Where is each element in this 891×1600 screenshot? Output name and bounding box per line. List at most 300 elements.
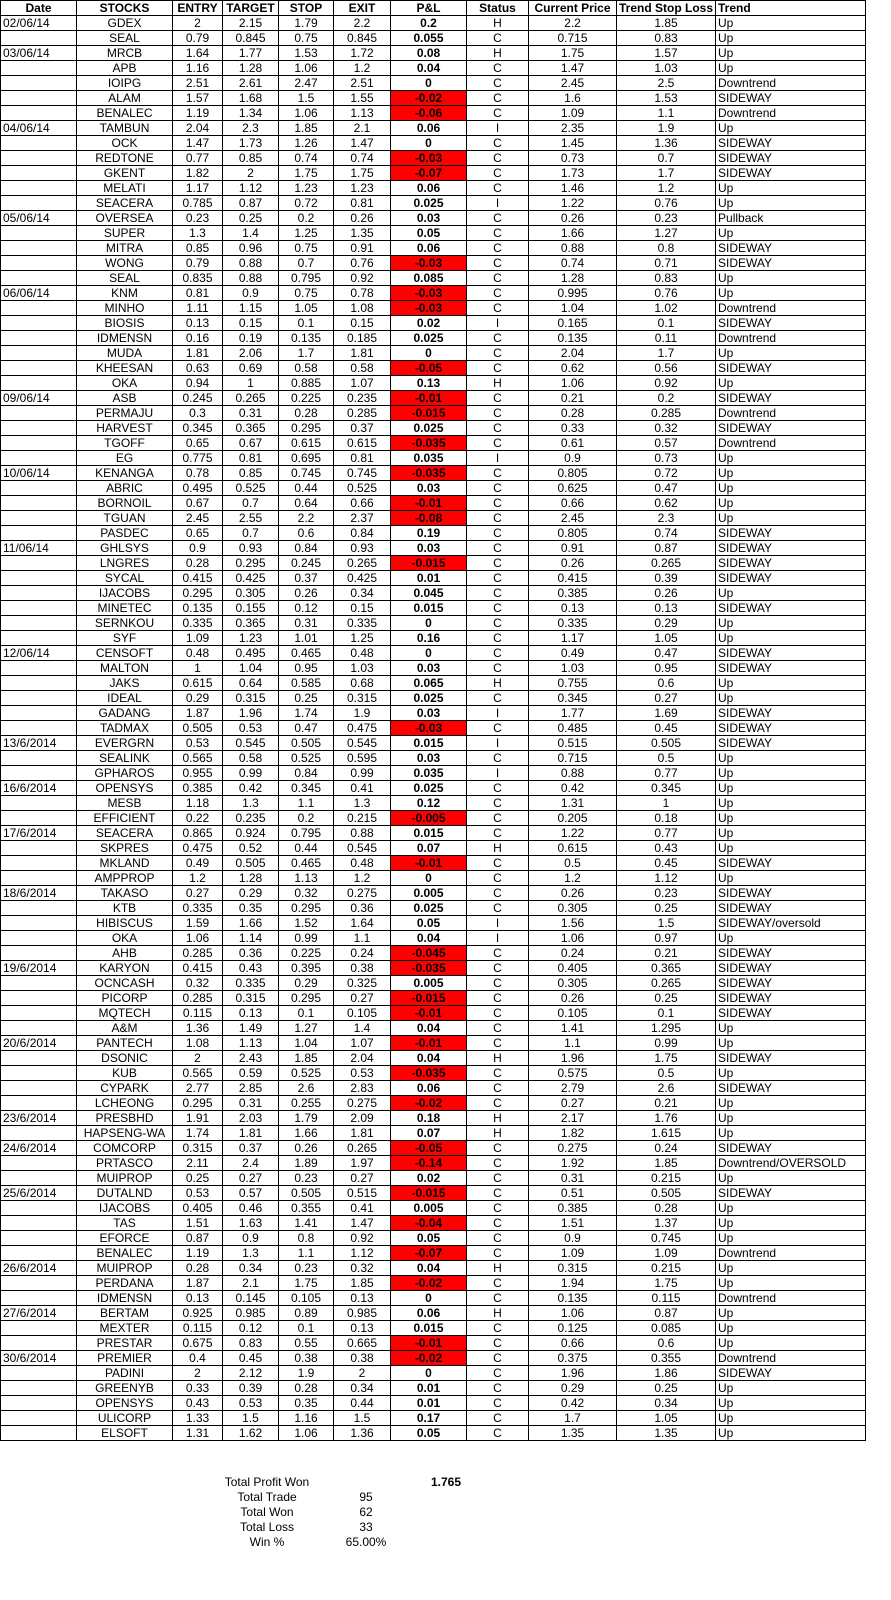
cell-stop: 1.41 [279,1216,334,1231]
cell-trend: Up [716,481,866,496]
cell-status: C [467,961,529,976]
cell-trend: Up [716,1321,866,1336]
cell-date [1,1021,77,1036]
cell-stop: 0.25 [279,691,334,706]
cell-trend: Up [716,226,866,241]
cell-date [1,1231,77,1246]
table-row [1,1021,866,1036]
cell-exit: 0.38 [334,1351,391,1366]
cell-date: 20/6/2014 [1,1036,77,1051]
cell-current-price: 1.51 [529,1216,617,1231]
cell-trend: Up [716,751,866,766]
cell-pl: -0.01 [391,856,467,871]
cell-trend: SIDEWAY [716,1006,866,1021]
cell-target: 1.63 [223,1216,279,1231]
cell-date [1,976,77,991]
cell-status: C [467,1171,529,1186]
cell-stop: 1.9 [279,1366,334,1381]
cell-pl: 0.08 [391,46,467,61]
cell-current-price: 0.485 [529,721,617,736]
cell-stop: 0.84 [279,541,334,556]
cell-target: 0.45 [223,1351,279,1366]
cell-current-price: 1.22 [529,826,617,841]
cell-status: C [467,1336,529,1351]
cell-stock: SEAL [77,31,173,46]
cell-status: C [467,436,529,451]
cell-trend: Up [716,781,866,796]
cell-current-price: 1.75 [529,46,617,61]
cell-exit: 1.35 [334,226,391,241]
cell-date [1,436,77,451]
table-row [1,1006,866,1021]
table-row [1,781,866,796]
cell-trend-stop-loss: 0.285 [617,406,716,421]
cell-exit: 0.595 [334,751,391,766]
cell-trend-stop-loss: 0.25 [617,1381,716,1396]
cell-status: C [467,1201,529,1216]
cell-current-price: 0.305 [529,901,617,916]
cell-entry: 0.28 [173,1261,223,1276]
cell-exit: 1.12 [334,1246,391,1261]
cell-current-price: 2.2 [529,16,617,31]
cell-date [1,916,77,931]
cell-status: C [467,1021,529,1036]
cell-entry: 0.295 [173,1096,223,1111]
table-row [1,16,866,31]
cell-target: 2.12 [223,1366,279,1381]
table-row [1,1246,866,1261]
cell-trend: Up [716,1126,866,1141]
cell-target: 0.83 [223,1336,279,1351]
cell-target: 0.58 [223,751,279,766]
cell-trend: Up [716,1306,866,1321]
cell-date [1,136,77,151]
cell-stock: LNGRES [77,556,173,571]
cell-trend-stop-loss: 1.85 [617,1156,716,1171]
cell-stock: IJACOBS [77,1201,173,1216]
cell-target: 1.13 [223,1036,279,1051]
cell-current-price: 0.42 [529,1396,617,1411]
cell-entry: 0.65 [173,436,223,451]
cell-stock: JAKS [77,676,173,691]
cell-entry: 0.4 [173,1351,223,1366]
cell-current-price: 1.66 [529,226,617,241]
cell-date [1,226,77,241]
cell-date [1,1081,77,1096]
cell-stop: 1.75 [279,166,334,181]
cell-stock: MEXTER [77,1321,173,1336]
cell-stop: 0.23 [279,1261,334,1276]
cell-trend: Up [716,931,866,946]
cell-pl: -0.015 [391,406,467,421]
cell-trend: SIDEWAY [716,661,866,676]
cell-trend-stop-loss: 0.57 [617,436,716,451]
cell-current-price: 0.125 [529,1321,617,1336]
cell-stock: HIBISCUS [77,916,173,931]
cell-exit: 0.26 [334,211,391,226]
cell-trend-stop-loss: 1.12 [617,871,716,886]
cell-date: 13/6/2014 [1,736,77,751]
cell-pl: 0.02 [391,1171,467,1186]
cell-trend: Up [716,31,866,46]
cell-date [1,841,77,856]
cell-entry: 2 [173,1051,223,1066]
cell-stock: GADANG [77,706,173,721]
cell-stock: CENSOFT [77,646,173,661]
cell-entry: 0.115 [173,1321,223,1336]
cell-trend-stop-loss: 0.365 [617,961,716,976]
cell-target: 0.545 [223,736,279,751]
cell-current-price: 0.625 [529,481,617,496]
table-row [1,136,866,151]
cell-entry: 0.415 [173,961,223,976]
cell-exit: 1.13 [334,106,391,121]
cell-target: 0.64 [223,676,279,691]
cell-entry: 0.53 [173,736,223,751]
cell-pl: -0.015 [391,991,467,1006]
cell-exit: 0.53 [334,1066,391,1081]
cell-status: C [467,391,529,406]
cell-target: 1.62 [223,1426,279,1441]
cell-entry: 0.775 [173,451,223,466]
cell-stock: EVERGRN [77,736,173,751]
cell-stock: AMPPROP [77,871,173,886]
cell-stop: 0.75 [279,241,334,256]
cell-exit: 2.83 [334,1081,391,1096]
total-trade-label: Total Trade [237,1490,297,1504]
cell-trend-stop-loss: 0.11 [617,331,716,346]
cell-status: C [467,1096,529,1111]
cell-current-price: 1.77 [529,706,617,721]
cell-pl: 0.015 [391,736,467,751]
cell-stock: OCNCASH [77,976,173,991]
cell-trend: Up [716,1396,866,1411]
cell-date [1,1156,77,1171]
cell-entry: 0.615 [173,676,223,691]
cell-stop: 0.295 [279,991,334,1006]
cell-stop: 0.525 [279,751,334,766]
cell-trend: Up [716,1276,866,1291]
cell-trend-stop-loss: 0.2 [617,391,716,406]
cell-status: C [467,901,529,916]
cell-current-price: 0.33 [529,421,617,436]
cell-entry: 1.33 [173,1411,223,1426]
cell-stock: PANTECH [77,1036,173,1051]
cell-trend-stop-loss: 0.26 [617,586,716,601]
cell-trend: SIDEWAY [716,721,866,736]
cell-date [1,166,77,181]
cell-date: 04/06/14 [1,121,77,136]
trade-rows [1,16,866,1441]
cell-pl: -0.02 [391,1096,467,1111]
cell-current-price: 0.61 [529,436,617,451]
cell-current-price: 0.135 [529,331,617,346]
cell-exit: 0.48 [334,646,391,661]
cell-entry: 0.65 [173,526,223,541]
cell-pl: 0.025 [391,196,467,211]
summary-row-total-loss [208,1520,486,1535]
cell-date [1,766,77,781]
cell-trend-stop-loss: 1.37 [617,1216,716,1231]
cell-pl: 0 [391,76,467,91]
cell-exit: 0.99 [334,766,391,781]
cell-pl: 0 [391,1291,467,1306]
cell-status: C [467,106,529,121]
cell-target: 1.77 [223,46,279,61]
cell-pl: -0.01 [391,1036,467,1051]
cell-exit: 1.55 [334,91,391,106]
cell-trend: SIDEWAY [716,856,866,871]
cell-trend-stop-loss: 0.355 [617,1351,716,1366]
cell-exit: 0.215 [334,811,391,826]
cell-status: C [467,1396,529,1411]
cell-exit: 1.08 [334,301,391,316]
cell-current-price: 0.275 [529,1141,617,1156]
cell-status: C [467,661,529,676]
cell-trend-stop-loss: 0.76 [617,196,716,211]
cell-trend: Up [716,1036,866,1051]
col-header-status: Status [467,1,529,16]
cell-pl: -0.14 [391,1156,467,1171]
cell-entry: 1.59 [173,916,223,931]
cell-trend-stop-loss: 0.1 [617,316,716,331]
cell-stock: SEAL [77,271,173,286]
cell-status: H [467,676,529,691]
cell-stock: GHLSYS [77,541,173,556]
cell-current-price: 0.28 [529,406,617,421]
cell-current-price: 1.45 [529,136,617,151]
cell-stock: KTB [77,901,173,916]
cell-entry: 0.27 [173,886,223,901]
cell-pl: -0.01 [391,496,467,511]
cell-status: C [467,61,529,76]
cell-stock: MINETEC [77,601,173,616]
cell-trend: Up [716,196,866,211]
table-row [1,1081,866,1096]
cell-date [1,376,77,391]
cell-date [1,556,77,571]
cell-stock: TAKASO [77,886,173,901]
cell-stock: SYF [77,631,173,646]
cell-target: 1.3 [223,796,279,811]
cell-trend: SIDEWAY [716,421,866,436]
table-row [1,1321,866,1336]
cell-stop: 0.1 [279,1321,334,1336]
cell-stop: 1.13 [279,871,334,886]
cell-trend: Downtrend [716,1246,866,1261]
cell-status: C [467,796,529,811]
cell-trend-stop-loss: 1.5 [617,916,716,931]
cell-stock: PRESTAR [77,1336,173,1351]
cell-target: 1.28 [223,61,279,76]
cell-trend: Up [716,676,866,691]
cell-trend-stop-loss: 0.83 [617,271,716,286]
cell-stop: 1.06 [279,1426,334,1441]
cell-target: 0.265 [223,391,279,406]
cell-stock: EFFICIENT [77,811,173,826]
cell-date [1,421,77,436]
cell-trend: Up [716,796,866,811]
cell-stop: 0.28 [279,1381,334,1396]
cell-entry: 0.9 [173,541,223,556]
cell-trend-stop-loss: 0.21 [617,1096,716,1111]
cell-stop: 1.85 [279,121,334,136]
cell-status: C [467,721,529,736]
cell-exit: 1.03 [334,661,391,676]
cell-current-price: 1.47 [529,61,617,76]
cell-current-price: 1.2 [529,871,617,886]
cell-status: C [467,181,529,196]
cell-trend: Up [716,1096,866,1111]
cell-current-price: 0.88 [529,766,617,781]
cell-exit: 0.15 [334,316,391,331]
cell-stock: OVERSEA [77,211,173,226]
cell-stop: 0.84 [279,766,334,781]
table-row [1,211,866,226]
cell-exit: 0.13 [334,1291,391,1306]
cell-pl: -0.035 [391,436,467,451]
cell-entry: 1.17 [173,181,223,196]
table-row [1,946,866,961]
cell-target: 0.7 [223,526,279,541]
cell-trend-stop-loss: 1 [617,796,716,811]
cell-pl: -0.03 [391,151,467,166]
cell-status: I [467,196,529,211]
cell-current-price: 0.105 [529,1006,617,1021]
cell-status: C [467,1321,529,1336]
cell-entry: 0.63 [173,361,223,376]
cell-stop: 0.55 [279,1336,334,1351]
cell-stock: COMCORP [77,1141,173,1156]
cell-current-price: 0.73 [529,151,617,166]
cell-stop: 0.29 [279,976,334,991]
col-header-target: TARGET [223,1,279,16]
cell-stop: 1.25 [279,226,334,241]
cell-trend: Up [716,46,866,61]
cell-status: H [467,1051,529,1066]
cell-stop: 0.99 [279,931,334,946]
cell-entry: 0.245 [173,391,223,406]
cell-stock: MUIPROP [77,1171,173,1186]
cell-pl: 0.03 [391,706,467,721]
cell-pl: 0.01 [391,571,467,586]
cell-stop: 0.2 [279,211,334,226]
cell-stop: 1.5 [279,91,334,106]
cell-date: 19/6/2014 [1,961,77,976]
cell-exit: 0.615 [334,436,391,451]
cell-status: I [467,931,529,946]
cell-target: 0.53 [223,721,279,736]
cell-stop: 0.465 [279,646,334,661]
cell-target: 1.28 [223,871,279,886]
cell-exit: 0.38 [334,961,391,976]
cell-trend-stop-loss: 0.1 [617,1006,716,1021]
cell-current-price: 1.82 [529,1126,617,1141]
cell-entry: 0.85 [173,241,223,256]
cell-exit: 0.845 [334,31,391,46]
table-row [1,901,866,916]
cell-target: 0.81 [223,451,279,466]
cell-status: C [467,466,529,481]
cell-stop: 1.27 [279,1021,334,1036]
cell-trend-stop-loss: 1.05 [617,1411,716,1426]
cell-trend-stop-loss: 0.29 [617,616,716,631]
cell-date [1,616,77,631]
table-row [1,1381,866,1396]
cell-target: 0.525 [223,481,279,496]
cell-current-price: 0.515 [529,736,617,751]
table-row [1,616,866,631]
table-row [1,451,866,466]
cell-date [1,1411,77,1426]
cell-trend: Up [716,181,866,196]
cell-target: 0.93 [223,541,279,556]
cell-target: 0.53 [223,1396,279,1411]
table-row [1,511,866,526]
cell-trend-stop-loss: 1.36 [617,136,716,151]
cell-pl: 0.06 [391,181,467,196]
cell-trend-stop-loss: 0.6 [617,1336,716,1351]
cell-status: C [467,781,529,796]
cell-current-price: 1.73 [529,166,617,181]
summary-row-total-won [208,1505,486,1520]
cell-trend-stop-loss: 1.1 [617,106,716,121]
cell-pl: 0.19 [391,526,467,541]
cell-exit: 0.91 [334,241,391,256]
cell-exit: 2.04 [334,1051,391,1066]
cell-entry: 0.675 [173,1336,223,1351]
cell-date [1,856,77,871]
table-row [1,631,866,646]
cell-trend: SIDEWAY [716,1186,866,1201]
cell-date [1,76,77,91]
cell-target: 0.13 [223,1006,279,1021]
cell-trend-stop-loss: 0.505 [617,1186,716,1201]
cell-date [1,346,77,361]
table-row [1,1276,866,1291]
cell-stop: 0.135 [279,331,334,346]
cell-current-price: 0.805 [529,466,617,481]
cell-status: C [467,1036,529,1051]
cell-target: 0.35 [223,901,279,916]
cell-date [1,331,77,346]
cell-stop: 1.23 [279,181,334,196]
cell-current-price: 0.24 [529,946,617,961]
cell-stop: 0.7 [279,256,334,271]
cell-exit: 1.3 [334,796,391,811]
cell-pl: -0.03 [391,301,467,316]
cell-pl: -0.01 [391,1336,467,1351]
cell-trend: Up [716,1111,866,1126]
cell-current-price: 0.575 [529,1066,617,1081]
cell-pl: 0.06 [391,121,467,136]
cell-stock: GKENT [77,166,173,181]
cell-status: H [467,376,529,391]
cell-current-price: 1.96 [529,1366,617,1381]
cell-exit: 1.9 [334,706,391,721]
cell-current-price: 0.5 [529,856,617,871]
cell-date [1,61,77,76]
cell-stock: MESB [77,796,173,811]
cell-trend: Up [716,271,866,286]
cell-target: 0.31 [223,406,279,421]
cell-exit: 1.81 [334,1126,391,1141]
table-row [1,991,866,1006]
cell-exit: 0.41 [334,1201,391,1216]
table-row [1,886,866,901]
cell-trend: SIDEWAY [716,646,866,661]
cell-stop: 0.795 [279,826,334,841]
